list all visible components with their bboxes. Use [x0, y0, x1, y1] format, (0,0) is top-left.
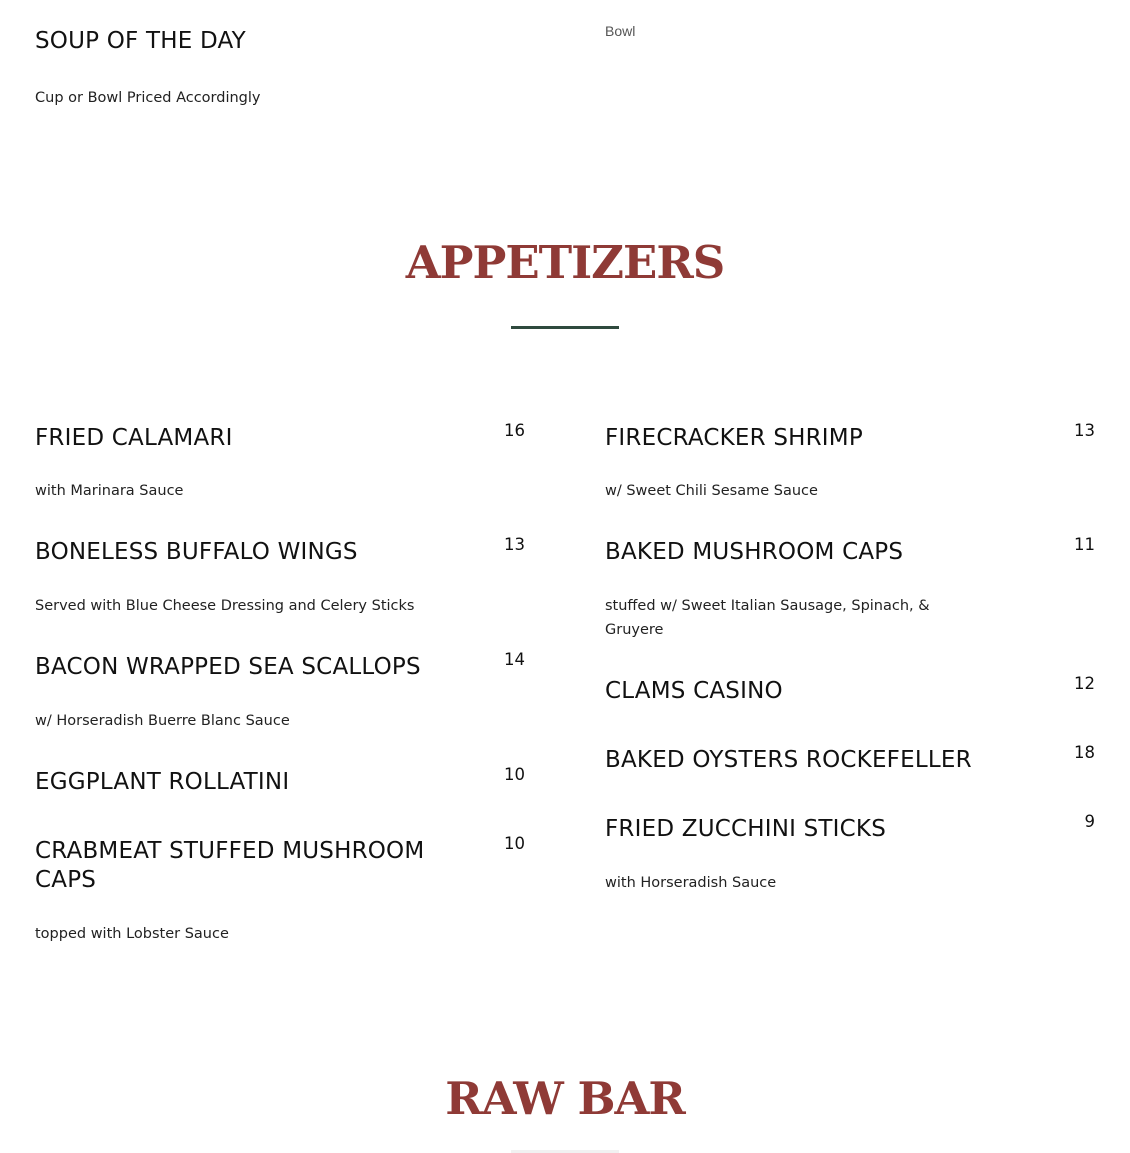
menu-item-bacon-wrapped-sea-scallops: [35, 650, 525, 733]
item-name: FRIED CALAMARI: [35, 425, 233, 451]
item-price: 13: [1074, 421, 1095, 440]
item-description: stuffed w/ Sweet Italian Sausage, Spinach, & Gruyere: [605, 598, 930, 638]
item-description: Served with Blue Cheese Dressing and Celery Sticks: [35, 598, 415, 614]
item-price: 10: [504, 834, 525, 853]
item-price: 14: [504, 650, 525, 669]
appetizers-heading: APPETIZERS: [405, 236, 725, 289]
item-name: BAKED OYSTERS ROCKEFELLER: [605, 747, 972, 773]
item-price: 9: [1084, 812, 1095, 831]
item-name: CRABMEAT STUFFED MUSHROOM CAPS: [35, 838, 425, 893]
soup-title: SOUP OF THE DAY: [35, 28, 246, 54]
item-description: with Horseradish Sauce: [605, 875, 777, 891]
item-name: CLAMS CASINO: [605, 678, 783, 704]
menu-item-fried-calamari: [35, 421, 525, 503]
menu-item-crabmeat-stuffed-mushroom-caps: [35, 834, 525, 946]
item-description: w/ Horseradish Buerre Blanc Sauce: [35, 713, 290, 729]
item-price: 11: [1074, 535, 1095, 554]
item-price: 10: [504, 765, 525, 784]
menu-item-boneless-buffalo-wings: [35, 535, 525, 618]
appetizers-divider: [511, 326, 619, 329]
item-price: 12: [1074, 674, 1095, 693]
raw-bar-heading: RAW BAR: [445, 1072, 685, 1125]
menu-item-baked-oysters-rockefeller: [605, 743, 1095, 775]
menu-item-eggplant-rollatini: [35, 765, 525, 797]
item-name: EGGPLANT ROLLATINI: [35, 769, 290, 795]
item-price: 16: [504, 421, 525, 440]
menu-item-fried-zucchini-sticks: [605, 812, 1095, 895]
item-price: 18: [1074, 743, 1095, 762]
item-name: BONELESS BUFFALO WINGS: [35, 539, 358, 565]
item-name: FRIED ZUCCHINI STICKS: [605, 816, 887, 842]
soup-size-label: Bowl: [605, 23, 636, 39]
item-description: with Marinara Sauce: [35, 483, 184, 499]
menu-item-firecracker-shrimp: [605, 421, 1095, 503]
item-price: 13: [504, 535, 525, 554]
item-name: BACON WRAPPED SEA SCALLOPS: [35, 654, 421, 680]
menu-item-baked-mushroom-caps: [605, 535, 1095, 642]
item-name: FIRECRACKER SHRIMP: [605, 425, 863, 451]
item-description: w/ Sweet Chili Sesame Sauce: [605, 483, 818, 499]
menu-item-clams-casino: [605, 674, 1095, 706]
soup-description: Cup or Bowl Priced Accordingly: [35, 90, 261, 106]
item-name: BAKED MUSHROOM CAPS: [605, 539, 904, 565]
item-description: topped with Lobster Sauce: [35, 926, 229, 942]
